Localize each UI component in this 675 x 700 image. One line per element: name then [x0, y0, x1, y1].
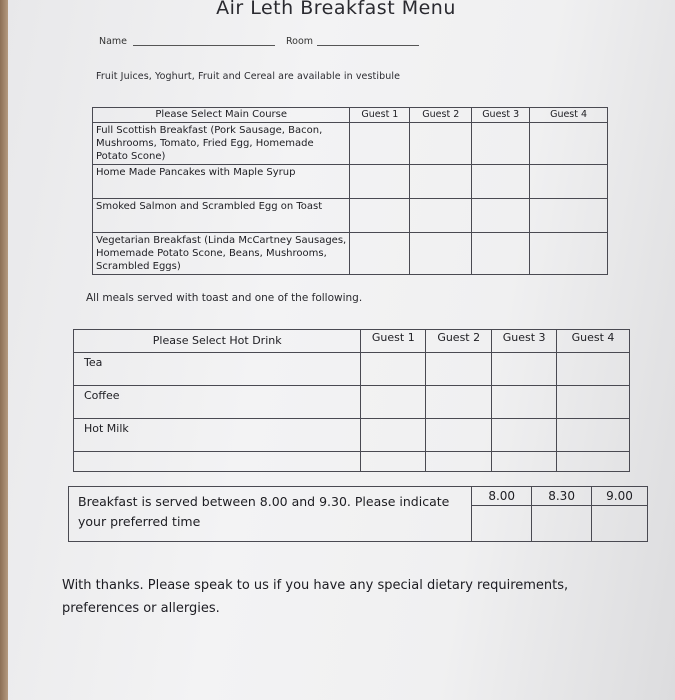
drink-spacer-cell — [426, 452, 492, 472]
table-row — [74, 452, 630, 472]
main-course-table — [92, 107, 608, 275]
drink-item-tea: Tea — [74, 353, 361, 386]
drink-spacer-cell — [361, 452, 426, 472]
main-choice-cell[interactable] — [472, 199, 530, 233]
main-choice-cell[interactable] — [530, 233, 608, 275]
time-slot-800-label: 8.00 — [472, 487, 532, 506]
drink-item-hot-milk: Hot Milk — [74, 419, 361, 452]
drink-choice-cell[interactable] — [361, 419, 426, 452]
drink-choice-cell[interactable] — [492, 419, 557, 452]
main-choice-cell[interactable] — [472, 233, 530, 275]
main-guest-4-header: Guest 4 — [530, 108, 608, 123]
main-choice-cell[interactable] — [410, 123, 472, 165]
room-label: Room — [286, 36, 314, 47]
intro-text: Fruit Juices, Yoghurt, Fruit and Cereal are available in vestibule — [96, 71, 401, 82]
table-row — [93, 233, 608, 275]
drink-spacer-cell — [492, 452, 557, 472]
main-choice-cell[interactable] — [410, 199, 472, 233]
main-guest-1-header: Guest 1 — [350, 108, 410, 123]
main-choice-cell[interactable] — [530, 199, 608, 233]
time-choice-cell[interactable] — [532, 506, 592, 542]
drink-choice-cell[interactable] — [557, 386, 630, 419]
drink-choice-cell[interactable] — [426, 353, 492, 386]
drink-item-coffee: Coffee — [74, 386, 361, 419]
main-choice-cell[interactable] — [410, 165, 472, 199]
table-row — [74, 353, 630, 386]
main-guest-3-header: Guest 3 — [472, 108, 530, 123]
main-item-smoked-salmon: Smoked Salmon and Scrambled Egg on Toast — [93, 199, 350, 233]
table-row — [74, 419, 630, 452]
main-item-pancakes: Home Made Pancakes with Maple Syrup — [93, 165, 350, 199]
time-choice-cell[interactable] — [592, 506, 648, 542]
table-row — [74, 386, 630, 419]
drink-choice-cell[interactable] — [557, 419, 630, 452]
drink-guest-2-header: Guest 2 — [426, 330, 492, 353]
main-choice-cell[interactable] — [530, 165, 608, 199]
main-choice-cell[interactable] — [530, 123, 608, 165]
drink-choice-cell[interactable] — [361, 386, 426, 419]
main-item-vegetarian: Vegetarian Breakfast (Linda McCartney Sausages, Homemade Potato Scone, Beans, Mushrooms, Scrambled Eggs) — [93, 233, 350, 275]
drink-guest-1-header: Guest 1 — [361, 330, 426, 353]
table-row — [93, 199, 608, 233]
drink-spacer-cell — [74, 452, 361, 472]
drink-choice-cell[interactable] — [426, 386, 492, 419]
main-choice-cell[interactable] — [472, 165, 530, 199]
table-row — [93, 123, 608, 165]
drink-guest-4-header: Guest 4 — [557, 330, 630, 353]
main-item-full-scottish: Full Scottish Breakfast (Pork Sausage, Bacon, Mushrooms, Tomato, Fried Egg, Homemade Potato Scone) — [93, 123, 350, 165]
closing-text: With thanks. Please speak to us if you have any special dietary requirements, preferences or allergies. — [62, 578, 569, 616]
drink-choice-cell[interactable] — [426, 419, 492, 452]
room-field[interactable] — [317, 45, 419, 46]
table-edge — [0, 0, 8, 700]
main-choice-cell[interactable] — [350, 233, 410, 275]
drink-choice-cell[interactable] — [557, 353, 630, 386]
drink-guest-3-header: Guest 3 — [492, 330, 557, 353]
time-message: Breakfast is served between 8.00 and 9.30. Please indicate your preferred time — [69, 487, 472, 542]
name-label: Name — [99, 36, 128, 47]
page-title: Air Leth Breakfast Menu — [216, 0, 456, 19]
name-field[interactable] — [133, 45, 275, 46]
main-choice-cell[interactable] — [472, 123, 530, 165]
drink-choice-cell[interactable] — [492, 353, 557, 386]
time-slot-900-label: 9.00 — [592, 487, 648, 506]
main-choice-cell[interactable] — [350, 165, 410, 199]
hot-drink-table — [73, 329, 630, 472]
main-choice-cell[interactable] — [350, 199, 410, 233]
toast-note: All meals served with toast and one of the following. — [86, 292, 363, 304]
drink-choice-cell[interactable] — [492, 386, 557, 419]
time-table — [68, 486, 648, 542]
drink-choice-cell[interactable] — [361, 353, 426, 386]
drink-spacer-cell — [557, 452, 630, 472]
main-guest-2-header: Guest 2 — [410, 108, 472, 123]
main-choice-cell[interactable] — [410, 233, 472, 275]
time-choice-cell[interactable] — [472, 506, 532, 542]
time-slot-830-label: 8.30 — [532, 487, 592, 506]
main-course-header: Please Select Main Course — [93, 108, 350, 123]
hot-drink-header: Please Select Hot Drink — [74, 330, 361, 353]
table-row — [93, 165, 608, 199]
main-choice-cell[interactable] — [350, 123, 410, 165]
